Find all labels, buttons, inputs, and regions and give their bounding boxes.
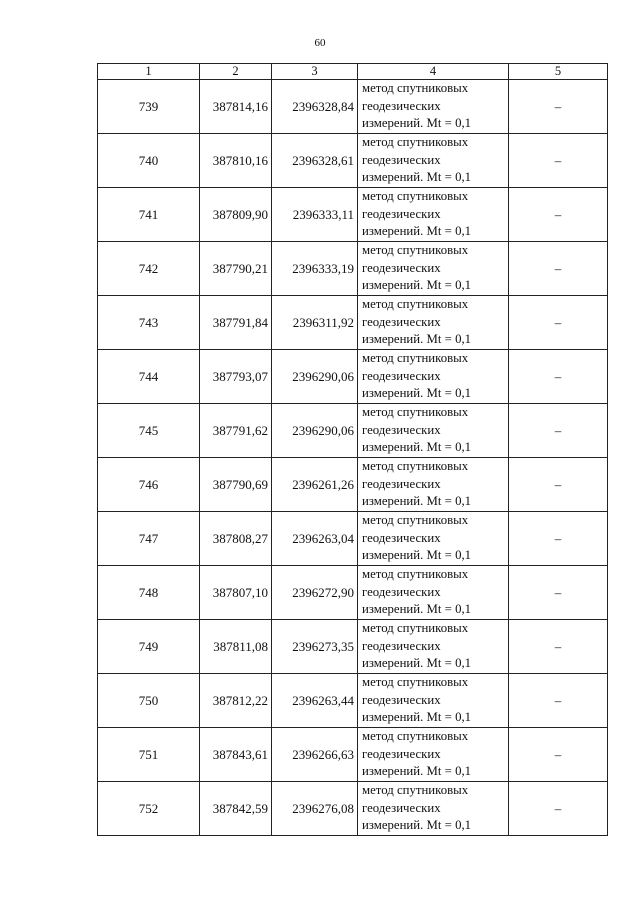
method-text-line: геодезических (362, 692, 441, 707)
method-text-line: геодезических (362, 476, 441, 491)
method-text-line: геодезических (362, 422, 441, 437)
x-coordinate-cell: 387791,62 (200, 404, 272, 458)
point-number-cell: 744 (98, 350, 200, 404)
point-number-cell: 746 (98, 458, 200, 512)
table-row (98, 674, 608, 728)
table-row (98, 350, 608, 404)
column-5-cell (509, 404, 608, 458)
method-text-line: метод спутниковых (362, 189, 469, 204)
dash-placeholder: – (554, 530, 562, 546)
point-number-cell: 741 (98, 188, 200, 242)
y-coordinate-cell: 2396290,06 (272, 350, 358, 404)
method-text-line: метод спутниковых (362, 405, 469, 420)
y-coordinate-cell: 2396276,08 (272, 782, 358, 836)
column-5-cell (509, 620, 608, 674)
method-text-line: геодезических (362, 530, 441, 545)
column-5-cell (509, 566, 608, 620)
table-row (98, 728, 608, 782)
point-number-cell: 752 (98, 782, 200, 836)
column-5-cell (509, 242, 608, 296)
method-text-line: измерений. Mt = 0,1 (362, 548, 472, 563)
point-number-cell: 742 (98, 242, 200, 296)
dash-placeholder: – (554, 206, 562, 222)
dash-placeholder: – (554, 800, 562, 816)
column-5-cell (509, 80, 608, 134)
method-text-line: геодезических (362, 584, 441, 599)
x-coordinate-cell: 387791,84 (200, 296, 272, 350)
method-text-line: геодезических (362, 314, 441, 329)
x-coordinate-cell: 387807,10 (200, 566, 272, 620)
y-coordinate-cell: 2396290,06 (272, 404, 358, 458)
y-coordinate-cell: 2396263,44 (272, 674, 358, 728)
table-row (98, 458, 608, 512)
method-text-line: геодезических (362, 638, 441, 653)
point-number-cell: 749 (98, 620, 200, 674)
method-text-line: метод спутниковых (362, 297, 469, 312)
table-row (98, 296, 608, 350)
dash-placeholder: – (554, 98, 562, 114)
y-coordinate-cell: 2396333,11 (272, 188, 358, 242)
method-text-line: геодезических (362, 152, 441, 167)
point-number-cell: 748 (98, 566, 200, 620)
y-coordinate-cell: 2396266,63 (272, 728, 358, 782)
dash-placeholder: – (554, 638, 562, 654)
y-coordinate-cell: 2396311,92 (272, 296, 358, 350)
method-text-line: метод спутниковых (362, 351, 469, 366)
method-cell (358, 458, 509, 512)
column-5-cell (509, 458, 608, 512)
column-5-cell (509, 728, 608, 782)
table-row (98, 620, 608, 674)
method-text-line: метод спутниковых (362, 729, 469, 744)
method-text-line: измерений. Mt = 0,1 (362, 602, 472, 617)
method-cell (358, 620, 509, 674)
method-cell (358, 134, 509, 188)
method-cell (358, 566, 509, 620)
column-5-cell (509, 134, 608, 188)
x-coordinate-cell: 387842,59 (200, 782, 272, 836)
method-text-line: измерений. Mt = 0,1 (362, 440, 472, 455)
x-coordinate-cell: 387790,21 (200, 242, 272, 296)
coordinates-table (97, 63, 608, 836)
method-text-line: измерений. Mt = 0,1 (362, 764, 472, 779)
dash-placeholder: – (554, 152, 562, 168)
table-body (98, 80, 608, 836)
method-text-line: измерений. Mt = 0,1 (362, 494, 472, 509)
method-text-line: измерений. Mt = 0,1 (362, 116, 472, 131)
method-text-line: метод спутниковых (362, 675, 469, 690)
column-5-cell (509, 782, 608, 836)
x-coordinate-cell: 387793,07 (200, 350, 272, 404)
method-cell (358, 80, 509, 134)
table-row (98, 566, 608, 620)
column-5-cell (509, 296, 608, 350)
table-row (98, 80, 608, 134)
method-cell (358, 728, 509, 782)
column-5-cell (509, 674, 608, 728)
column-5-cell (509, 512, 608, 566)
dash-placeholder: – (554, 368, 562, 384)
point-number-cell: 743 (98, 296, 200, 350)
y-coordinate-cell: 2396333,19 (272, 242, 358, 296)
method-text-line: геодезических (362, 260, 441, 275)
method-text-line: измерений. Mt = 0,1 (362, 170, 472, 185)
method-text-line: измерений. Mt = 0,1 (362, 224, 472, 239)
x-coordinate-cell: 387808,27 (200, 512, 272, 566)
point-number-cell: 739 (98, 80, 200, 134)
dash-placeholder: – (554, 584, 562, 600)
x-coordinate-cell: 387811,08 (200, 620, 272, 674)
column-header-3: 3 (272, 64, 358, 80)
method-text-line: метод спутниковых (362, 81, 469, 96)
method-text-line: измерений. Mt = 0,1 (362, 386, 472, 401)
method-text-line: геодезических (362, 368, 441, 383)
dash-placeholder: – (554, 746, 562, 762)
method-cell (358, 512, 509, 566)
table-row (98, 404, 608, 458)
method-text-line: метод спутниковых (362, 621, 469, 636)
x-coordinate-cell: 387809,90 (200, 188, 272, 242)
method-cell (358, 350, 509, 404)
method-text-line: геодезических (362, 800, 441, 815)
method-cell (358, 782, 509, 836)
x-coordinate-cell: 387790,69 (200, 458, 272, 512)
y-coordinate-cell: 2396272,90 (272, 566, 358, 620)
table-row (98, 242, 608, 296)
method-text-line: метод спутниковых (362, 135, 469, 150)
dash-placeholder: – (554, 260, 562, 276)
method-text-line: метод спутниковых (362, 567, 469, 582)
dash-placeholder: – (554, 476, 562, 492)
table-row (98, 782, 608, 836)
method-text-line: измерений. Mt = 0,1 (362, 818, 472, 833)
method-text-line: метод спутниковых (362, 243, 469, 258)
y-coordinate-cell: 2396328,61 (272, 134, 358, 188)
point-number-cell: 745 (98, 404, 200, 458)
point-number-cell: 747 (98, 512, 200, 566)
method-text-line: метод спутниковых (362, 459, 469, 474)
table-row (98, 512, 608, 566)
dash-placeholder: – (554, 692, 562, 708)
column-header-4: 4 (358, 64, 509, 80)
y-coordinate-cell: 2396261,26 (272, 458, 358, 512)
dash-placeholder: – (554, 314, 562, 330)
point-number-cell: 750 (98, 674, 200, 728)
method-text-line: измерений. Mt = 0,1 (362, 656, 472, 671)
method-cell (358, 404, 509, 458)
table-row (98, 188, 608, 242)
x-coordinate-cell: 387812,22 (200, 674, 272, 728)
x-coordinate-cell: 387814,16 (200, 80, 272, 134)
header-row (98, 64, 608, 80)
method-text-line: измерений. Mt = 0,1 (362, 278, 472, 293)
method-text-line: геодезических (362, 98, 441, 113)
method-text-line: метод спутниковых (362, 783, 469, 798)
column-header-2: 2 (200, 64, 272, 80)
y-coordinate-cell: 2396263,04 (272, 512, 358, 566)
method-text-line: измерений. Mt = 0,1 (362, 332, 472, 347)
table-row (98, 134, 608, 188)
method-text-line: геодезических (362, 206, 441, 221)
method-cell (358, 674, 509, 728)
column-5-cell (509, 350, 608, 404)
method-cell (358, 296, 509, 350)
point-number-cell: 740 (98, 134, 200, 188)
method-cell (358, 242, 509, 296)
dash-placeholder: – (554, 422, 562, 438)
method-text-line: измерений. Mt = 0,1 (362, 710, 472, 725)
x-coordinate-cell: 387843,61 (200, 728, 272, 782)
y-coordinate-cell: 2396273,35 (272, 620, 358, 674)
point-number-cell: 751 (98, 728, 200, 782)
column-header-1: 1 (98, 64, 200, 80)
x-coordinate-cell: 387810,16 (200, 134, 272, 188)
page-number: 60 (314, 37, 326, 49)
column-header-5: 5 (509, 64, 608, 80)
column-5-cell (509, 188, 608, 242)
method-text-line: геодезических (362, 746, 441, 761)
y-coordinate-cell: 2396328,84 (272, 80, 358, 134)
method-text-line: метод спутниковых (362, 513, 469, 528)
method-cell (358, 188, 509, 242)
